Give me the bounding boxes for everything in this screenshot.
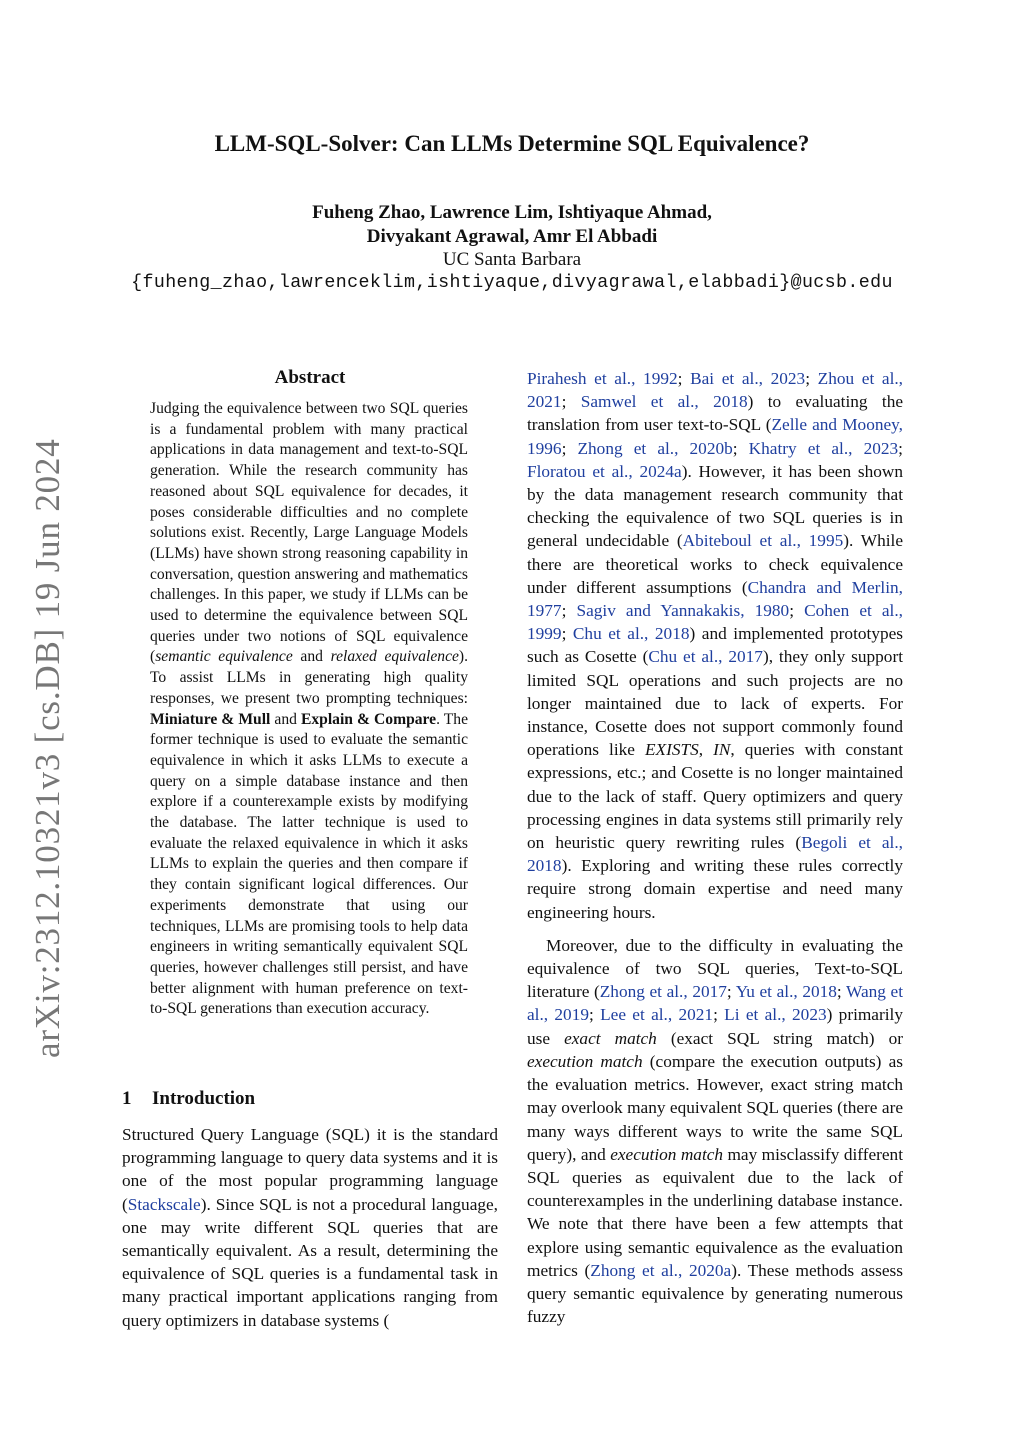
- separator: ;: [805, 369, 818, 388]
- body-text: ). However, it has been shown by the data management research community that checking the equivalence of two SQL queries is in general undecidable (: [527, 461, 903, 551]
- citation-link[interactable]: Li et al., 2023: [724, 1005, 827, 1025]
- authors-line-2: Divyakant Agrawal, Amr El Abbadi: [366, 226, 658, 247]
- body-text: ) and implemented prototypes such as Cosette (: [527, 624, 903, 667]
- body-text: ). These methods assess query semantic equivalence by generating numerous fuzzy: [527, 1260, 903, 1327]
- right-column: [527, 367, 903, 1328]
- separator: ;: [561, 624, 573, 644]
- technique-name: Explain & Compare: [300, 710, 437, 728]
- separator: ;: [789, 601, 805, 621]
- arxiv-identifier: arXiv:2312.10321v3 [cs.DB] 19 Jun 2024: [28, 438, 67, 1058]
- citation-link[interactable]: Sagiv and Yannakakis, 1980: [576, 601, 790, 621]
- metric-term: exact match: [564, 1028, 657, 1048]
- abstract-emphasis: semantic equivalence: [155, 648, 293, 666]
- citation-link[interactable]: Samwel et al., 2018: [580, 392, 748, 412]
- author-emails: {fuheng_zhao,lawrenceklim,ishtiyaque,divyagrawal,elabbadi}@ucsb.edu: [131, 273, 893, 293]
- body-text: ). Since SQL is not a procedural language, one may write different SQL queries that are semantically equivalent. As a result, determining the equivalence of SQL queries is a fundamental task in many practical important applications ranging from query optimizers in database systems (: [122, 1194, 498, 1330]
- citation-link[interactable]: Stackscale: [127, 1194, 201, 1214]
- intro-paragraph-2: [527, 934, 903, 1328]
- metric-term: execution match: [610, 1144, 724, 1164]
- body-text: ). While there are theoretical works to check equivalence under different assumptions (: [527, 531, 903, 597]
- body-text: ) to evaluating the translation from user text-to-SQL (: [527, 392, 904, 435]
- citation-link[interactable]: Khatry et al., 2023: [748, 438, 899, 458]
- citation-link[interactable]: Bai et al., 2023: [690, 369, 806, 388]
- intro-paragraph-1-part-2: [527, 367, 903, 924]
- citation-link[interactable]: Zelle and Mooney, 1996: [527, 415, 903, 458]
- body-text: ). Exploring and writing these rules correctly require strong domain expertise and need many engineering hours.: [527, 856, 903, 922]
- technique-name: Miniature & Mull: [150, 710, 271, 728]
- authors-line-1: Fuheng Zhao, Lawrence Lim, Ishtiyaque Ahmad,: [312, 202, 712, 223]
- citation-link[interactable]: Chandra and Merlin, 1977: [527, 577, 903, 621]
- separator: ;: [713, 1005, 725, 1025]
- separator: ;: [561, 392, 581, 412]
- separator: ;: [561, 438, 578, 458]
- citation-link[interactable]: Yu et al., 2018: [735, 982, 837, 1002]
- abstract-text: and: [270, 710, 301, 728]
- citation-link[interactable]: Floratou et al., 2024a: [527, 461, 682, 481]
- section-number: 1: [122, 1088, 132, 1109]
- citation-link[interactable]: Zhong et al., 2017: [599, 982, 727, 1002]
- separator: ;: [561, 601, 577, 621]
- citation-link[interactable]: Lee et al., 2021: [600, 1005, 714, 1025]
- body-text: Structured Query Language (SQL) it is the standard programming language to query data systems and it is one of the most popular programming language (: [122, 1125, 498, 1214]
- body-text: , queries with constant expressions, etc.; and Cosette is no longer maintained due to the lack of staff. Query optimizers and query processing engines in data systems still primarily rely on heuristic query rewriting rules (: [527, 740, 904, 853]
- section-title: Introduction: [152, 1088, 256, 1109]
- citation-link[interactable]: Abiteboul et al., 1995: [682, 531, 844, 551]
- body-text: (compare the execution outputs) as the evaluation metrics. However, exact string match may overlook many equivalent SQL queries (there are many ways different ways to write the same SQL query), and: [527, 1051, 903, 1164]
- citation-link[interactable]: Chu et al., 2018: [572, 624, 690, 644]
- paper-title: LLM-SQL-Solver: Can LLMs Determine SQL Equivalence?: [214, 131, 810, 156]
- sql-keyword: EXISTS: [644, 740, 699, 760]
- separator: ;: [898, 438, 903, 458]
- abstract-text: ). To assist LLMs in generating high quality responses, we present two prompting techniques:: [150, 648, 469, 707]
- citation-link[interactable]: Begoli et al., 2018: [527, 833, 903, 876]
- separator: ;: [732, 438, 749, 458]
- body-text: (exact SQL string match) or: [656, 1028, 903, 1048]
- citation-link[interactable]: Chu et al., 2017: [648, 647, 763, 667]
- body-text: ) primarily use: [527, 1005, 903, 1048]
- abstract-body: [150, 399, 468, 1020]
- citation-link[interactable]: Zhou et al., 2021: [527, 369, 904, 412]
- citation-link[interactable]: Wang et al., 2019: [527, 982, 904, 1025]
- citation-link[interactable]: Zhong et al., 2020a: [590, 1260, 732, 1280]
- body-text: may misclassify different SQL queries as equivalent due to the lack of counterexamples in the underlining database instance. We note that there have been a few attempts that explore using semantic equivalence as the evaluation metrics (: [527, 1144, 903, 1280]
- citation-link[interactable]: Zhong et al., 2020b: [577, 438, 733, 458]
- section-heading-introduction: [122, 1088, 255, 1110]
- abstract-emphasis: relaxed equivalence: [330, 648, 459, 666]
- separator: ;: [726, 982, 736, 1002]
- abstract-heading: Abstract: [274, 367, 346, 388]
- intro-paragraph-1-part-1: [122, 1123, 498, 1332]
- abstract-text: Judging the equivalence between two SQL queries is a fundamental problem with many practical applications in data management and text-to-SQL generation. While the research community has reasoned about SQL equivalence for decades, it poses considerable difficulties and no complete solutions exist. Recently, Large Language Models (LLMs) have shown strong reasoning capability in conversation, question answering and mathematics challenges. In this paper, we study if LLMs can be used to determine the equivalence between SQL queries under two notions of SQL equivalence (: [150, 400, 468, 666]
- abstract-text: . The former technique is used to evaluate the semantic equivalence in which it asks LLMs to execute a query on a simple database instance and then explore if a counterexample exists by modifying the database. The latter technique is used to evaluate the relaxed equivalence in which it asks LLMs to explain the queries and then compare if they contain significant logical differences. Our experiments demonstrate that using our techniques, LLMs are promising tools to help data engineers in writing semantically equivalent SQL queries, however challenges still persist, and have better alignment with human preference on text-to-SQL generations than execution accuracy.: [150, 710, 468, 1018]
- citation-link[interactable]: Pirahesh et al., 1992: [527, 369, 678, 388]
- body-text: ), they only support limited SQL operations and such projects are no longer maintained due to lack of experts. For instance, Cosette does not support commonly found operations like: [527, 647, 904, 760]
- separator: ;: [836, 982, 847, 1002]
- author-list: [0, 201, 1024, 249]
- metric-term: execution match: [527, 1051, 643, 1071]
- body-text: ,: [698, 740, 714, 760]
- citation-link[interactable]: Cohen et al., 1999: [527, 601, 903, 644]
- separator: ;: [588, 1005, 601, 1025]
- sql-keyword: IN: [713, 740, 731, 760]
- abstract-text: and: [292, 648, 331, 666]
- separator: ;: [677, 369, 691, 388]
- body-text: Moreover, due to the difficulty in evaluating the equivalence of two SQL queries, Text-to-SQL literature (: [527, 935, 903, 1002]
- affiliation: UC Santa Barbara: [442, 249, 582, 270]
